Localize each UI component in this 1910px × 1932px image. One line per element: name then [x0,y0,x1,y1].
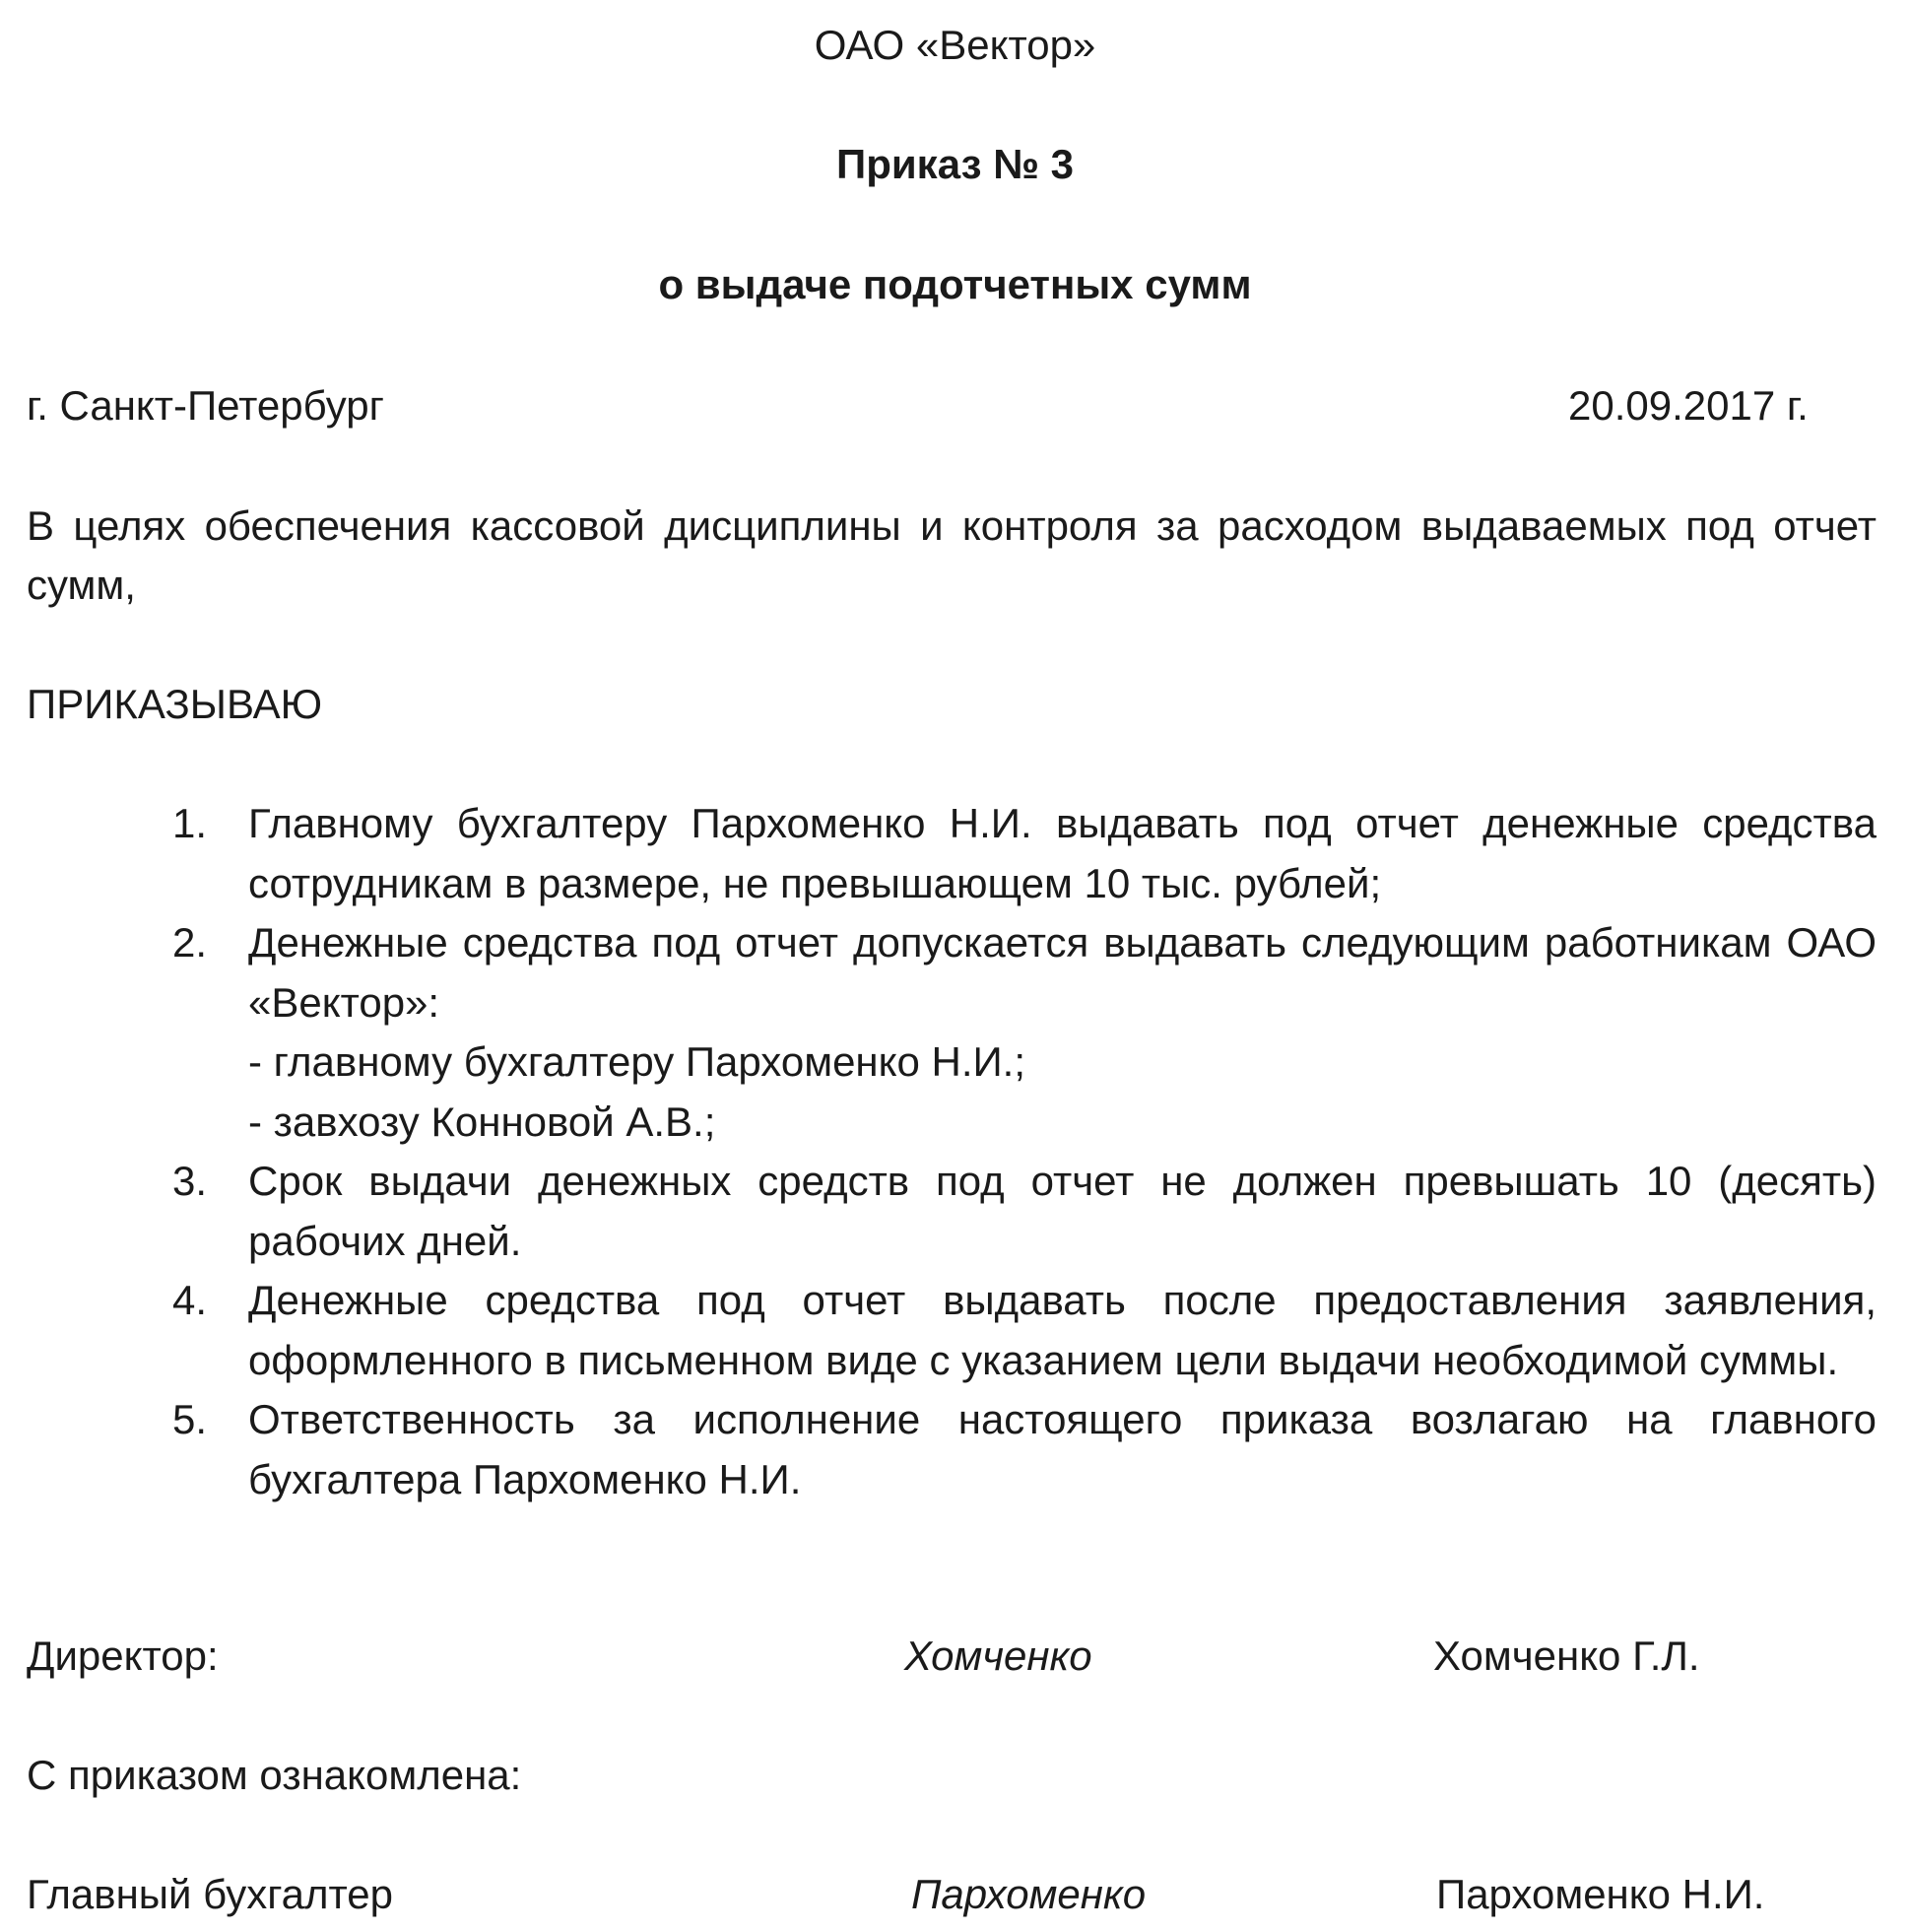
order-item-number: 3. [172,1158,208,1204]
accountant-name: Пархоменко Н.И. [1436,1871,1765,1917]
preamble-paragraph: В целях обеспечения кассовой дисциплины и контроля за расходом выдаваемых под отчет сумм, [27,502,1877,608]
order-title: Приказ № 3 [836,141,1074,187]
order-item-text: Срок выдачи денежных средств под отчет не должен превышать 10 (десять) рабочих дней. [248,1158,1877,1264]
acknowledged-label: С приказом ознакомлена: [27,1752,522,1798]
director-label: Директор: [27,1632,219,1679]
order-item-4 [167,1271,1877,1390]
employee-subitem: - главному бухгалтеру Пархоменко Н.И.; [248,1038,1026,1085]
order-item-1 [167,794,1877,913]
accountant-label: Главный бухгалтер [27,1871,393,1917]
order-items-list [167,794,1877,1509]
organization-name: ОАО «Вектор» [814,22,1096,68]
order-item-number: 1. [172,800,208,846]
order-item-text: Ответственность за исполнение настоящего приказа возлагаю на главного бухгалтера Пархоменко Н.И. [248,1396,1877,1502]
order-item-2 [167,913,1877,1152]
director-name: Хомченко Г.Л. [1433,1632,1700,1679]
city: г. Санкт-Петербург [27,382,384,429]
order-word: ПРИКАЗЫВАЮ [27,681,323,727]
order-item-text: Денежные средства под отчет выдавать после предоставления заявления, оформленного в письменном виде с указанием цели выдачи необходимой суммы. [248,1277,1877,1383]
accountant-signature: Пархоменко [911,1871,1147,1917]
director-signature: Хомченко [904,1632,1092,1679]
order-item-number: 5. [172,1396,208,1442]
order-item-number: 4. [172,1277,208,1323]
order-item-text: Денежные средства под отчет допускается выдавать следующим работникам ОАО «Вектор»: [248,919,1877,1026]
order-item-text: Главному бухгалтеру Пархоменко Н.И. выдавать под отчет денежные средства сотрудникам в размере, не превышающем 10 тыс. рублей; [248,800,1877,906]
employee-subitem: - завхозу Конновой А.В.; [248,1098,716,1145]
order-date: 20.09.2017 г. [1568,382,1809,429]
order-item-5 [167,1390,1877,1509]
order-item-3 [167,1152,1877,1271]
order-subtitle: о выдаче подотчетных сумм [658,261,1252,307]
order-item-number: 2. [172,919,208,966]
employees-sublist [248,1033,1877,1152]
